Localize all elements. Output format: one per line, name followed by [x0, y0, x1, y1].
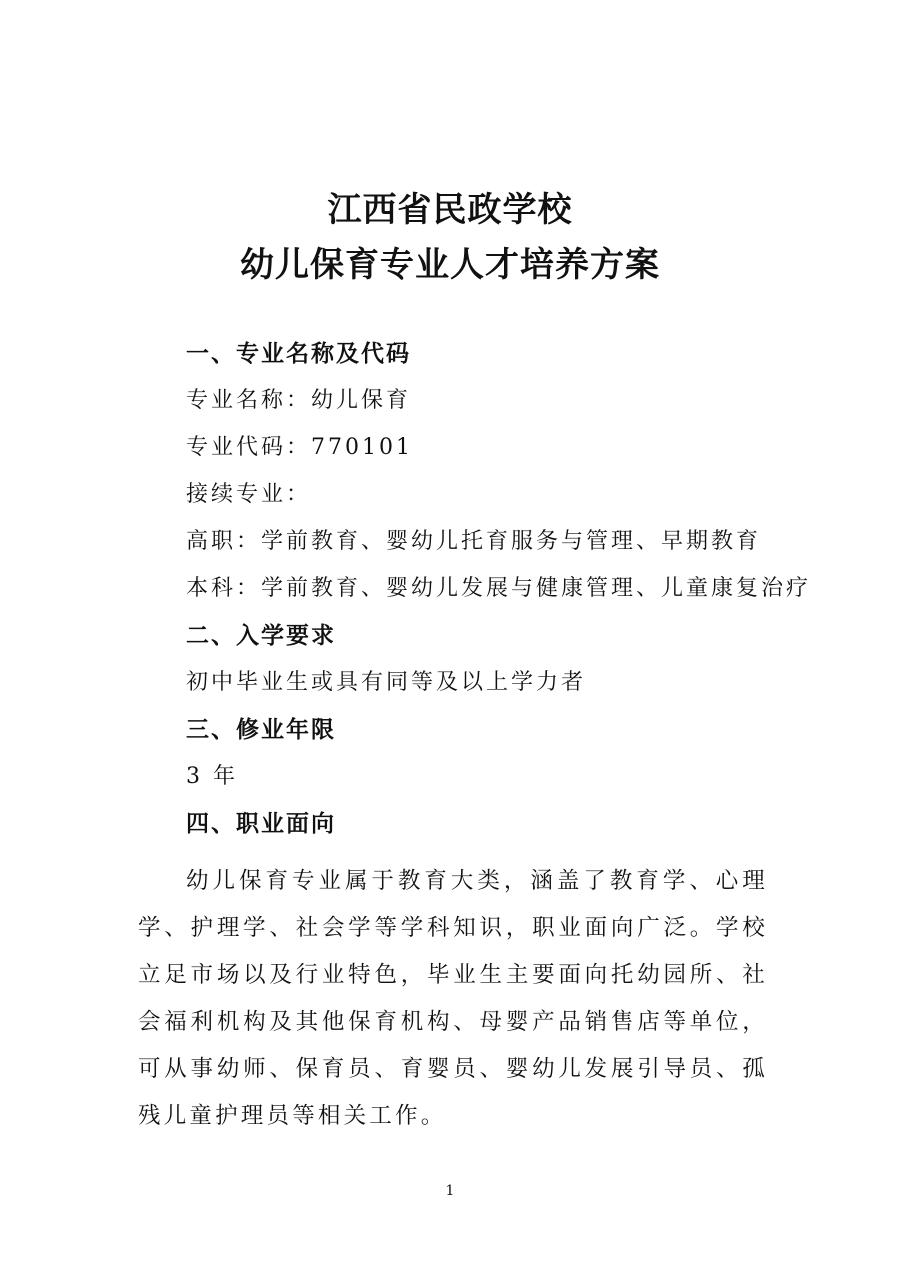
section-heading-duration: 三、修业年限: [186, 717, 336, 743]
continuation-major-label: 接续专业：: [186, 482, 312, 507]
admission-requirement-text: 初中毕业生或具有同等及以上学力者: [186, 670, 587, 695]
higher-vocational-line: 高职：学前教育、婴幼儿托育服务与管理、早期教育: [186, 529, 762, 554]
undergraduate-line: 本科：学前教育、婴幼儿发展与健康管理、儿童康复治疗: [186, 576, 812, 601]
page-number: 1: [445, 1183, 455, 1199]
major-code-line: 专业代码：770101: [186, 435, 413, 460]
major-name-line: 专业名称：幼儿保育: [186, 388, 412, 413]
document-title-program: 幼儿保育专业人才培养方案: [240, 245, 660, 285]
section-heading-admission: 二、入学要求: [186, 623, 336, 649]
document-title-school: 江西省民政学校: [327, 190, 573, 230]
career-orientation-paragraph: 幼儿保育专业属于教育大类，涵盖了教育学、心理学、护理学、社会学等学科知识，职业面向广泛。学校立足市场以及行业特色，毕业生主要面向托幼园所、社会福利机构及其他保育机构、母婴产品销售店等单位，可从事幼师、保育员、育婴员、婴幼儿发展引导员、孤残儿童护理员等相关工作。: [138, 868, 768, 1129]
duration-text: 3 年: [186, 764, 238, 789]
section-heading-career: 四、职业面向: [186, 811, 336, 837]
section-heading-major-name-code: 一、专业名称及代码: [186, 341, 411, 367]
